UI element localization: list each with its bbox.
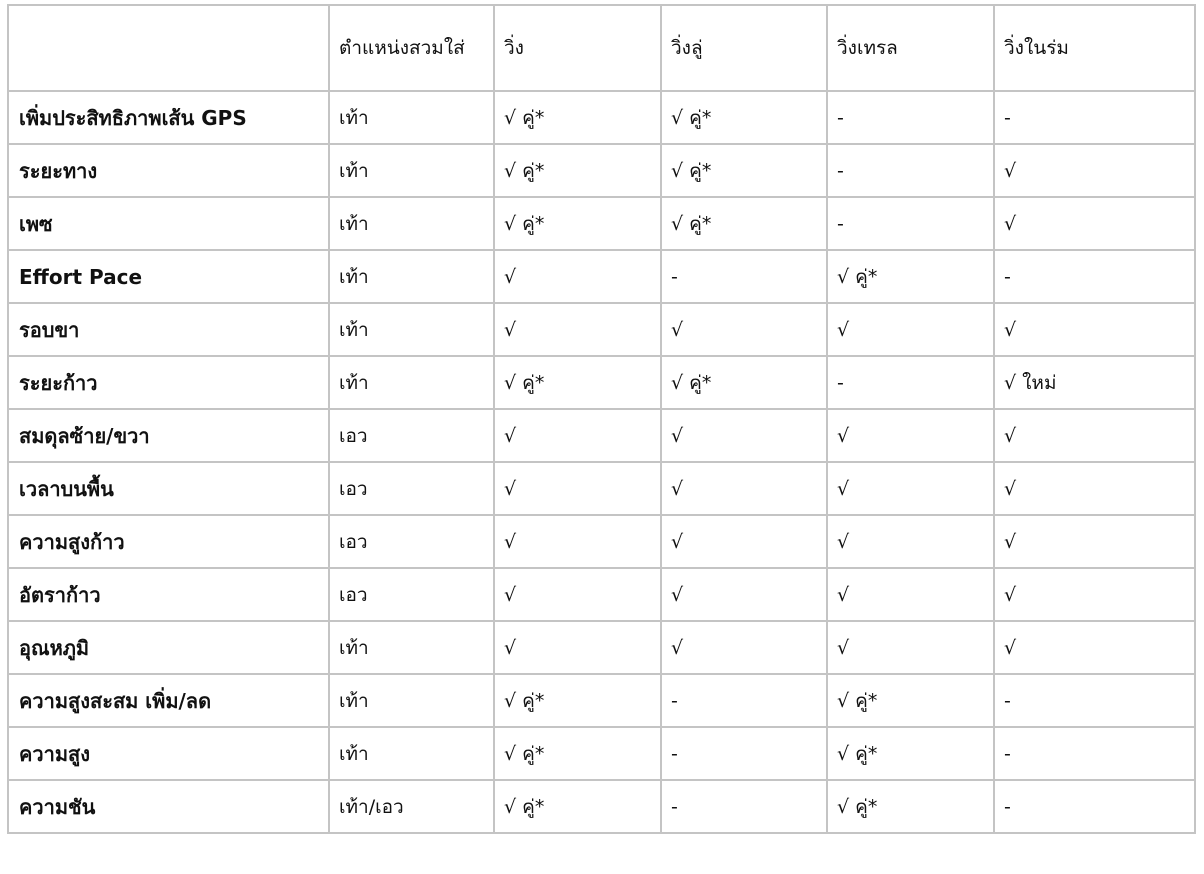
table-body xyxy=(8,91,1195,833)
table-row xyxy=(8,515,1195,568)
trail-run-cell: √ คู่* xyxy=(827,727,994,780)
header-treadmill-run: วิ่งลู่ xyxy=(661,5,827,91)
indoor-run-cell: √ xyxy=(994,144,1195,197)
wear-location-cell: เท้า xyxy=(329,197,494,250)
table-row xyxy=(8,91,1195,144)
table-row xyxy=(8,409,1195,462)
run-cell: √ xyxy=(494,515,661,568)
header-wear-location: ตำแหน่งสวมใส่ xyxy=(329,5,494,91)
feature-cell: ระยะก้าว xyxy=(8,356,329,409)
run-cell: √ คู่* xyxy=(494,356,661,409)
trail-run-cell: - xyxy=(827,356,994,409)
feature-cell: Effort Pace xyxy=(8,250,329,303)
header-indoor-run: วิ่งในร่ม xyxy=(994,5,1195,91)
header-trail-run: วิ่งเทรล xyxy=(827,5,994,91)
run-cell: √ xyxy=(494,462,661,515)
table-row xyxy=(8,197,1195,250)
wear-location-cell: เท้า/เอว xyxy=(329,780,494,833)
treadmill-run-cell: - xyxy=(661,674,827,727)
trail-run-cell: √ คู่* xyxy=(827,250,994,303)
run-cell: √ คู่* xyxy=(494,197,661,250)
trail-run-cell: - xyxy=(827,197,994,250)
wear-location-cell: เท้า xyxy=(329,91,494,144)
table-header xyxy=(8,5,1195,91)
indoor-run-cell: √ xyxy=(994,568,1195,621)
feature-cell: รอบขา xyxy=(8,303,329,356)
wear-location-cell: เท้า xyxy=(329,250,494,303)
treadmill-run-cell: √ xyxy=(661,621,827,674)
trail-run-cell: √ xyxy=(827,621,994,674)
indoor-run-cell: - xyxy=(994,780,1195,833)
treadmill-run-cell: √ xyxy=(661,568,827,621)
feature-cell: อุณหภูมิ xyxy=(8,621,329,674)
header-feature xyxy=(8,5,329,91)
wear-location-cell: เอว xyxy=(329,409,494,462)
treadmill-run-cell: √ คู่* xyxy=(661,197,827,250)
indoor-run-cell: - xyxy=(994,674,1195,727)
wear-location-cell: เอว xyxy=(329,568,494,621)
trail-run-cell: √ คู่* xyxy=(827,674,994,727)
indoor-run-cell: √ xyxy=(994,409,1195,462)
indoor-run-cell: - xyxy=(994,91,1195,144)
feature-cell: ความสูงก้าว xyxy=(8,515,329,568)
indoor-run-cell: √ ใหม่ xyxy=(994,356,1195,409)
run-cell: √ xyxy=(494,621,661,674)
treadmill-run-cell: √ xyxy=(661,409,827,462)
run-cell: √ xyxy=(494,303,661,356)
indoor-run-cell: √ xyxy=(994,515,1195,568)
treadmill-run-cell: - xyxy=(661,727,827,780)
wear-location-cell: เท้า xyxy=(329,727,494,780)
header-run: วิ่ง xyxy=(494,5,661,91)
run-cell: √ คู่* xyxy=(494,144,661,197)
trail-run-cell: √ xyxy=(827,409,994,462)
feature-cell: เพิ่มประสิทธิภาพเส้น GPS xyxy=(8,91,329,144)
feature-cell: สมดุลซ้าย/ขวา xyxy=(8,409,329,462)
trail-run-cell: √ xyxy=(827,515,994,568)
run-cell: √ xyxy=(494,409,661,462)
trail-run-cell: - xyxy=(827,144,994,197)
run-cell: √ คู่* xyxy=(494,91,661,144)
feature-cell: เพซ xyxy=(8,197,329,250)
wear-location-cell: เท้า xyxy=(329,144,494,197)
feature-cell: เวลาบนพื้น xyxy=(8,462,329,515)
treadmill-run-cell: √ คู่* xyxy=(661,356,827,409)
feature-cell: ความสูง xyxy=(8,727,329,780)
feature-table-container xyxy=(7,4,1196,834)
treadmill-run-cell: - xyxy=(661,780,827,833)
indoor-run-cell: - xyxy=(994,250,1195,303)
header-row xyxy=(8,5,1195,91)
run-cell: √ คู่* xyxy=(494,780,661,833)
wear-location-cell: เอว xyxy=(329,462,494,515)
wear-location-cell: เท้า xyxy=(329,621,494,674)
treadmill-run-cell: √ คู่* xyxy=(661,144,827,197)
table-row xyxy=(8,356,1195,409)
table-row xyxy=(8,303,1195,356)
treadmill-run-cell: √ xyxy=(661,515,827,568)
table-row xyxy=(8,568,1195,621)
feature-cell: ระยะทาง xyxy=(8,144,329,197)
run-cell: √ xyxy=(494,568,661,621)
wear-location-cell: เอว xyxy=(329,515,494,568)
treadmill-run-cell: √ xyxy=(661,462,827,515)
indoor-run-cell: √ xyxy=(994,621,1195,674)
trail-run-cell: √ คู่* xyxy=(827,780,994,833)
table-row xyxy=(8,250,1195,303)
run-cell: √ xyxy=(494,250,661,303)
indoor-run-cell: √ xyxy=(994,303,1195,356)
wear-location-cell: เท้า xyxy=(329,674,494,727)
feature-cell: ความชัน xyxy=(8,780,329,833)
run-cell: √ คู่* xyxy=(494,727,661,780)
wear-location-cell: เท้า xyxy=(329,303,494,356)
trail-run-cell: √ xyxy=(827,568,994,621)
indoor-run-cell: - xyxy=(994,727,1195,780)
table-row xyxy=(8,674,1195,727)
table-row xyxy=(8,780,1195,833)
treadmill-run-cell: - xyxy=(661,250,827,303)
table-row xyxy=(8,727,1195,780)
treadmill-run-cell: √ คู่* xyxy=(661,91,827,144)
feature-cell: ความสูงสะสม เพิ่ม/ลด xyxy=(8,674,329,727)
table-row xyxy=(8,462,1195,515)
wear-location-cell: เท้า xyxy=(329,356,494,409)
table-row xyxy=(8,621,1195,674)
run-cell: √ คู่* xyxy=(494,674,661,727)
feature-comparison-table xyxy=(7,4,1196,834)
trail-run-cell: √ xyxy=(827,462,994,515)
indoor-run-cell: √ xyxy=(994,462,1195,515)
table-row xyxy=(8,144,1195,197)
trail-run-cell: - xyxy=(827,91,994,144)
trail-run-cell: √ xyxy=(827,303,994,356)
feature-cell: อัตราก้าว xyxy=(8,568,329,621)
treadmill-run-cell: √ xyxy=(661,303,827,356)
indoor-run-cell: √ xyxy=(994,197,1195,250)
